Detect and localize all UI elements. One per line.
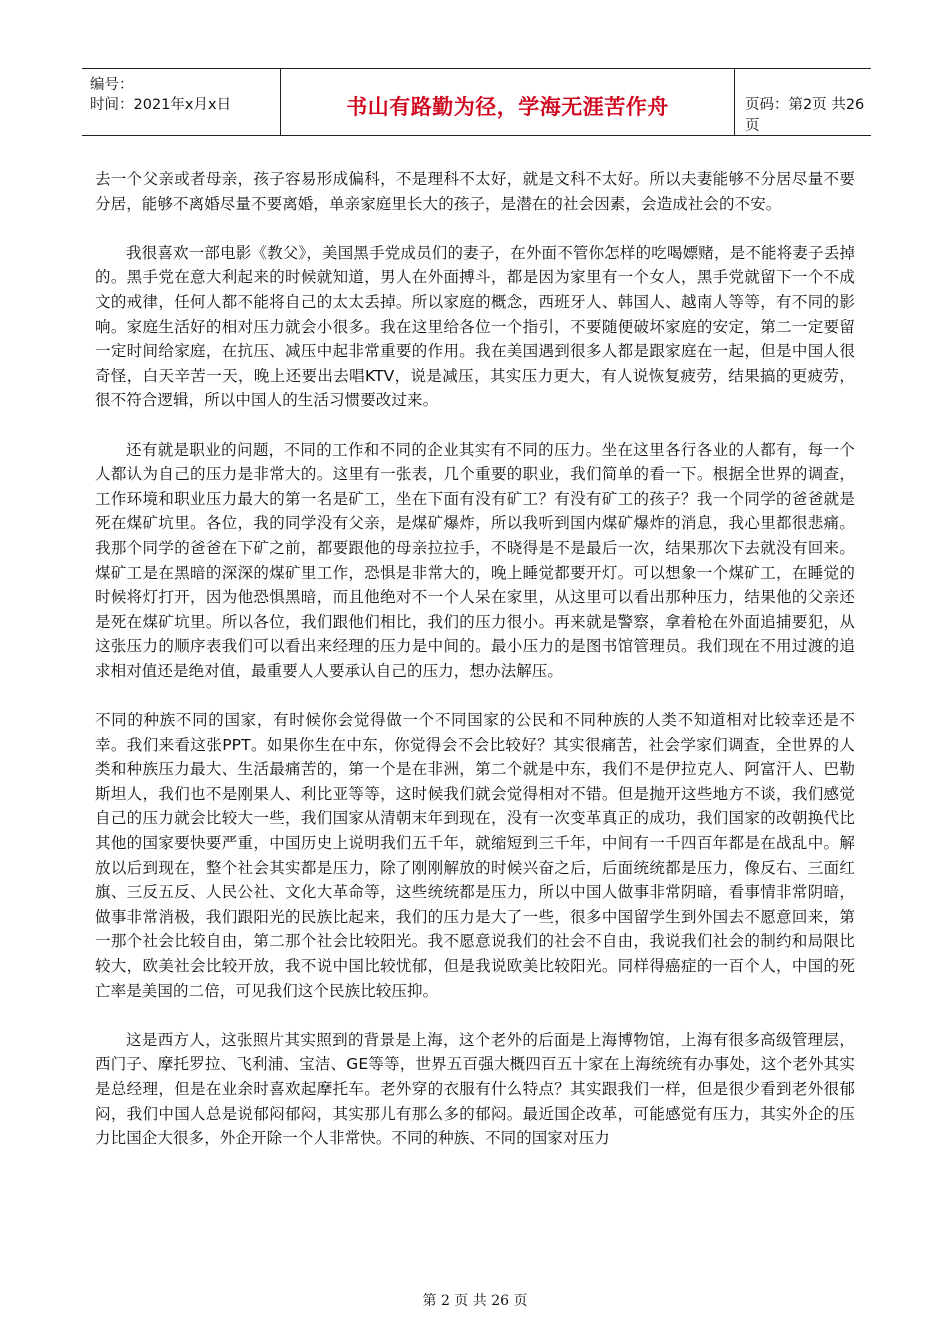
number-label: 编号： xyxy=(90,77,134,93)
paragraph: 这是西方人，这张照片其实照到的背景是上海，这个老外的后面是上海博物馆，上海有很多高级管理层，西门子、摩托罗拉、飞利浦、宝洁、GE等等，世界五百强大概四百五十家在上海统统有办事处，这个老外其实是总经理，但是在业余时喜欢起摩托车。老外穿的衣服有什么特点？其实跟我们一样，但是很少看到老外很郁闷，我们中国人总是说郁闷郁闷，其实那儿有那么多的郁闷。最近国企改革，可能感觉有压力，其实外企的压力比国企大很多，外企开除一个人非常快。不同的种族、不同的国家对压力 xyxy=(95,1030,855,1148)
header-meta-cell xyxy=(82,69,281,135)
page-info: 页码：第2页 共26页 xyxy=(745,97,865,134)
header-page-cell xyxy=(735,69,871,135)
motto-text: 书山有路勤为径，学海无涯苦作舟 xyxy=(346,95,669,119)
paragraph: 不同的种族不同的国家，有时候你会觉得做一个不同国家的公民和不同种族的人类不知道相对比较幸还是不幸。我们来看这张PPT。如果你生在中东，你觉得会不会比较好？其实很痛苦，社会学家们调查，全世界的人类和种族压力最大、生活最痛苦的，第一个是在非洲，第二个就是中东，我们不是伊拉克人、阿富汗人、巴勒斯坦人，我们也不是刚果人、利比亚等等，这时候我们就会觉得相对不错。但是抛开这些地方不谈，我们感觉自己的压力就会比较大一些，我们国家从清朝末年到现在，没有一次变革真正的成功，我们国家的改朝换代比其他的国家要快要严重，中国历史上说明我们五千年，就缩短到三千年，中间有一千四百年都是在战乱中。解放以后到现在，整个社会其实都是压力，除了刚刚解放的时候兴奋之后，后面统统都是压力，像反右、三面红旗、三反五反、人民公社、文化大革命等，这些统统都是压力，所以中国人做事非常阴暗，看事情非常阴暗，做事非常消极，我们跟阳光的民族比起来，我们的压力是大了一些，很多中国留学生到外国去不愿意回来，第一那个社会比较自由，第二那个社会比较阳光。我不愿意说我们的社会不自由，我说我们社会的制约和局限比较大，欧美社会比较开放，我不说中国比较忧郁，但是我说欧美比较阳光。同样得癌症的一百个人，中国的死亡率是美国的二倍，可见我们这个民族比较压抑。 xyxy=(95,711,855,1000)
paragraph: 去一个父亲或者母亲，孩子容易形成偏科，不是理科不太好，就是文科不太好。所以夫妻能够不分居尽量不要分居，能够不离婚尽量不要离婚，单亲家庭里长大的孩子，是潜在的社会因素，会造成社会的不安。 xyxy=(95,170,855,213)
header-motto-cell xyxy=(281,69,735,135)
paragraph: 还有就是职业的问题，不同的工作和不同的企业其实有不同的压力。坐在这里各行各业的人都有，每一个人都认为自己的压力是非常大的。这里有一张表，几个重要的职业，我们简单的看一下。根据全世界的调查，工作环境和职业压力最大的第一名是矿工，坐在下面有没有矿工？有没有矿工的孩子？我一个同学的爸爸就是死在煤矿坑里。各位，我的同学没有父亲，是煤矿爆炸，所以我听到国内煤矿爆炸的消息，我心里都很悲痛。我那个同学的爸爸在下矿之前，都要跟他的母亲拉拉手，不晓得是不是最后一次，结果那次下去就没有回来。煤矿工是在黑暗的深深的煤矿里工作，恐惧是非常大的，晚上睡觉都要开灯。可以想象一个煤矿工，在睡觉的时候将灯打开，因为他恐惧黑暗，而且他绝对不一个人呆在家里，从这里可以看出那种压力，结果他的父亲还是死在煤矿坑里。所以各位，我们跟他们相比，我们的压力很小。再来就是警察，拿着枪在外面追捕要犯，从这张压力的顺序表我们可以看出来经理的压力是中间的。最小压力的是图书馆管理员。我们现在不用过渡的追求相对值还是绝对值，最重要人人要承认自己的压力，想办法解压。 xyxy=(95,440,855,680)
date-label: 时间：2021年x月x日 xyxy=(90,97,232,113)
document-body xyxy=(95,167,855,1151)
page-footer: 第 2 页 共 26 页 xyxy=(422,1293,528,1309)
page-header xyxy=(82,68,871,136)
paragraph: 我很喜欢一部电影《教父》，美国黑手党成员们的妻子，在外面不管你怎样的吃喝嫖赌，是不能将妻子丢掉的。黑手党在意大利起来的时候就知道，男人在外面搏斗，都是因为家里有一个女人，黑手党就留下一个不成文的戒律，任何人都不能将自己的太太丢掉。所以家庭的概念，西班牙人、韩国人、越南人等等，有不同的影响。家庭生活好的相对压力就会小很多。我在这里给各位一个指引，不要随便破坏家庭的安定，第二一定要留一定时间给家庭，在抗压、减压中起非常重要的作用。我在美国遇到很多人都是跟家庭在一起，但是中国人很奇怪，白天辛苦一天，晚上还要出去唱KTV，说是减压，其实压力更大，有人说恢复疲劳，结果搞的更疲劳，很不符合逻辑，所以中国人的生活习惯要改过来。 xyxy=(95,243,855,410)
